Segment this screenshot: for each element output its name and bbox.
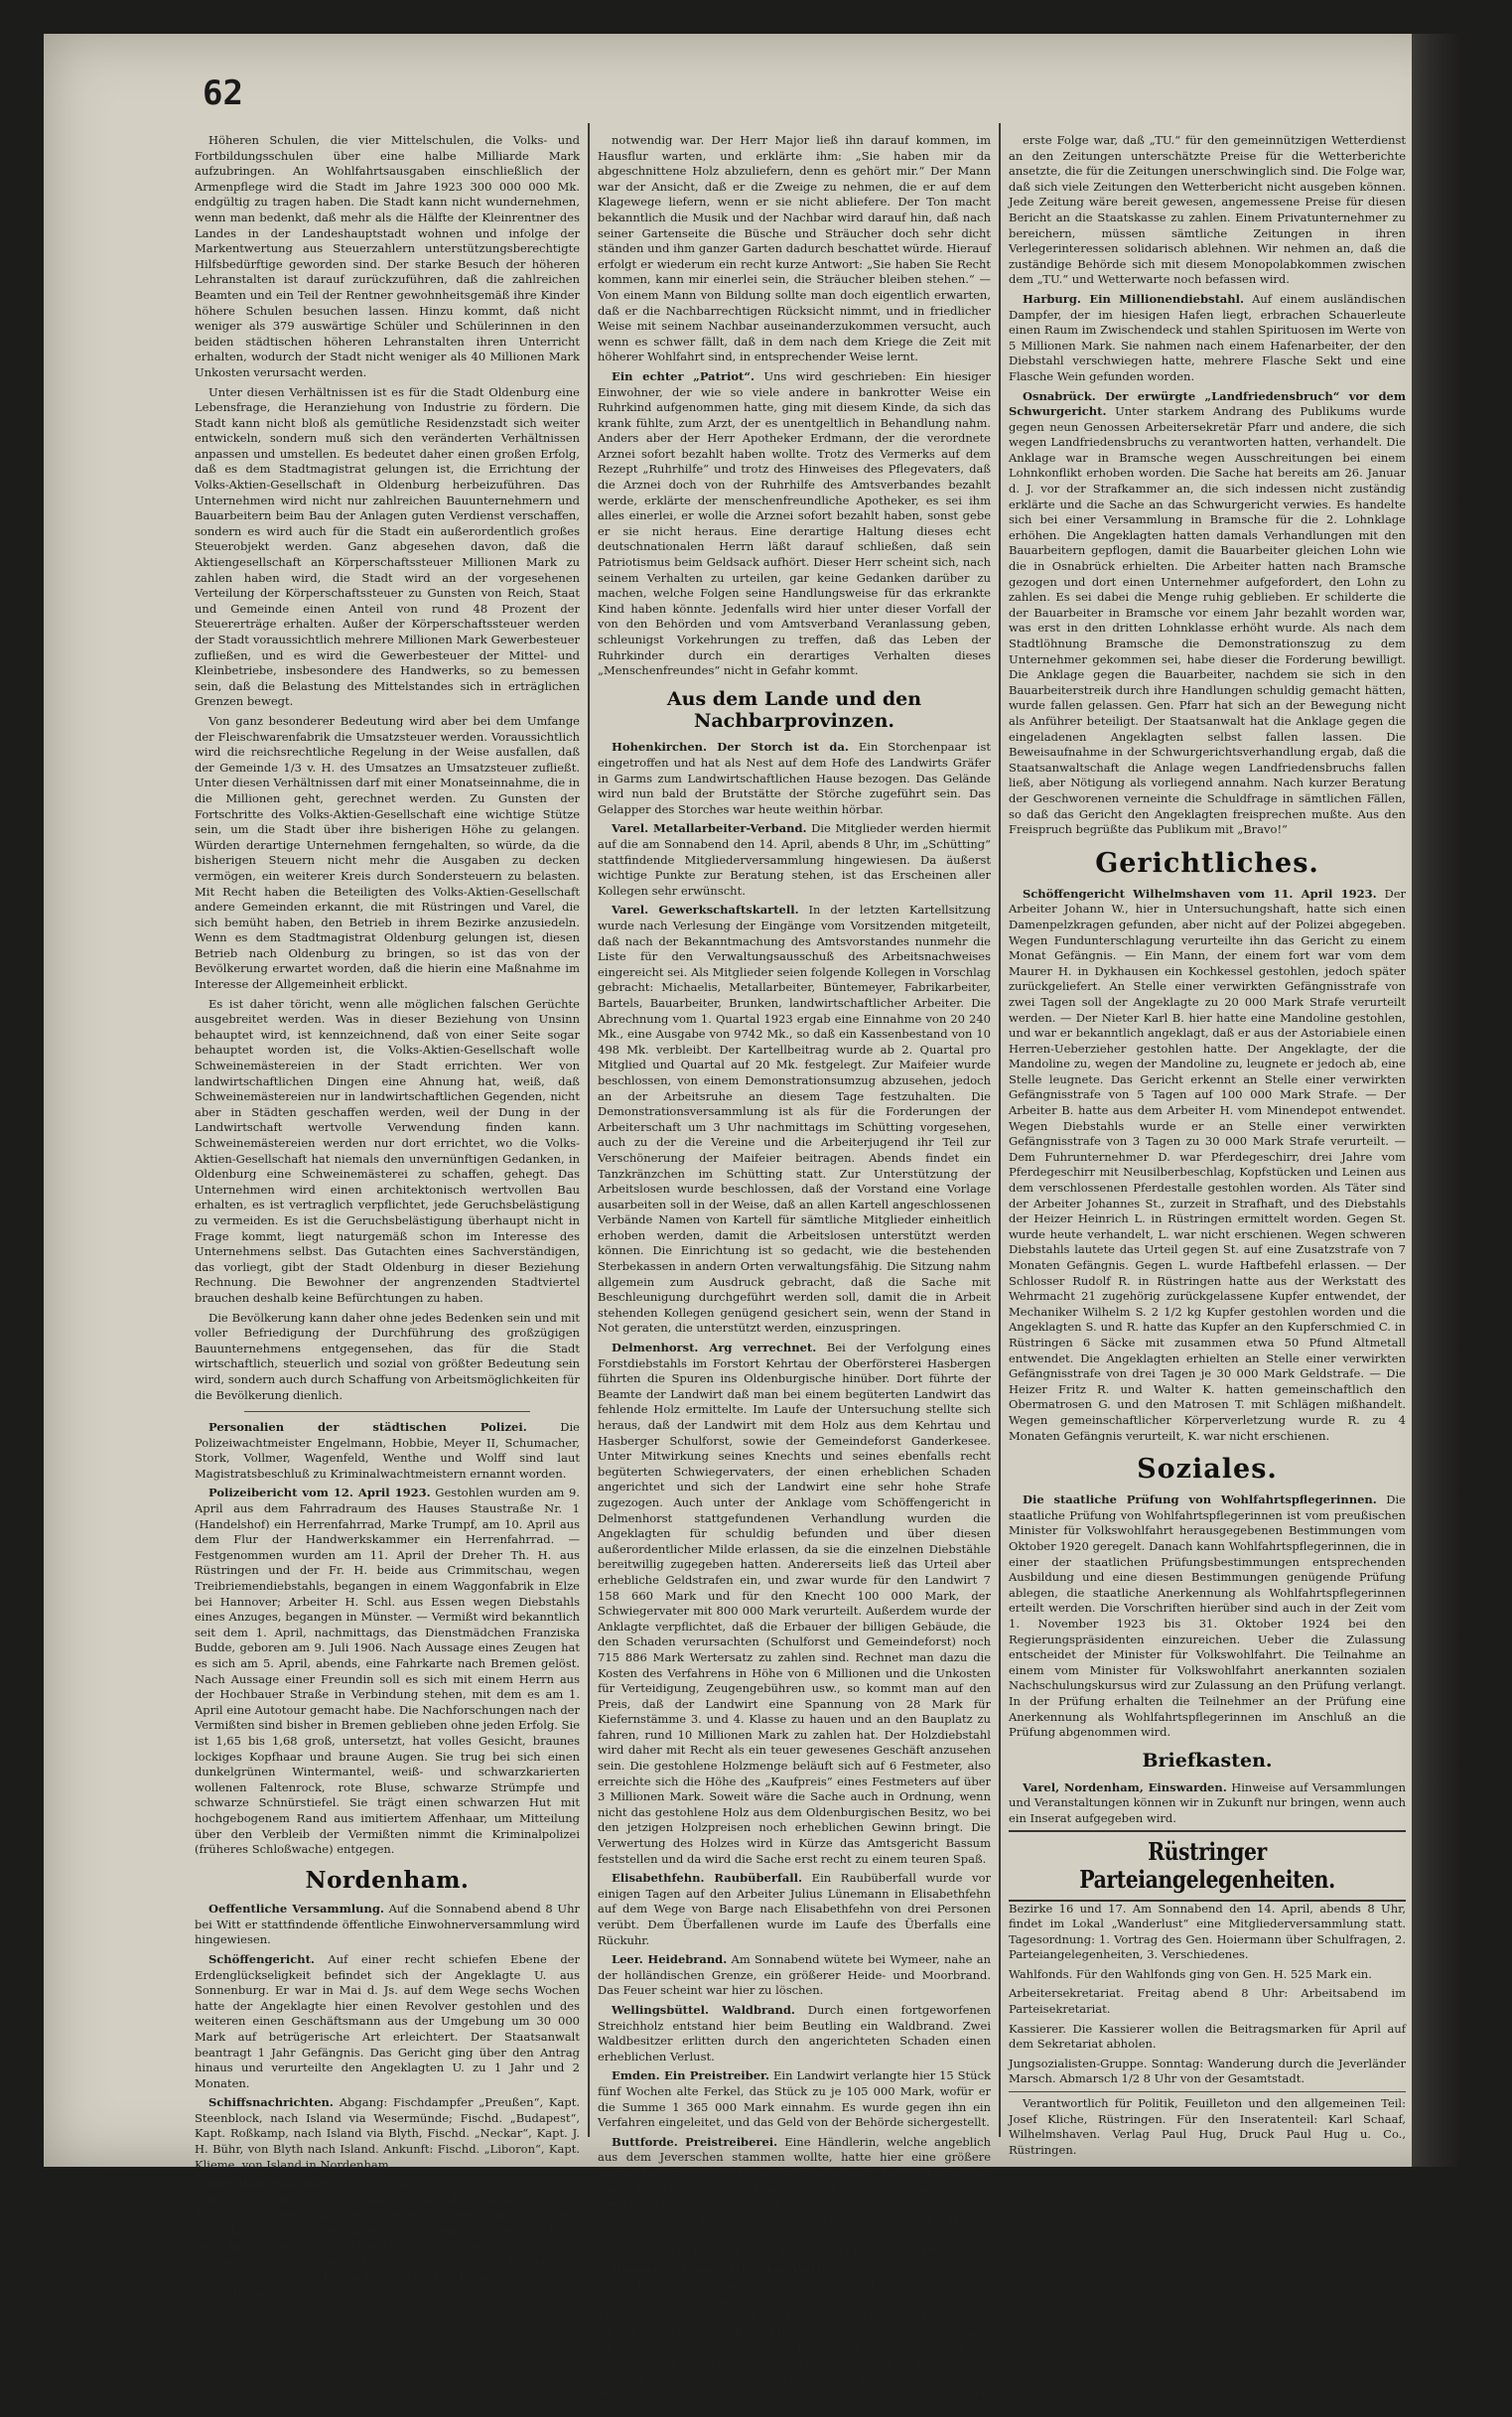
article-paragraph: Von ganz besonderer Bedeutung wird aber bei dem Umfange der Fleischwarenfabrik die Umsatzsteuer werden. Voraussichtlich wird die reichsrechtliche Regelung in der Weise ausfallen, daß der Gemeinde 1/3 v. H. des Umsatzes an Umsatzsteuer zufließt. Unter diesen Verhältnissen darf mit einer Monatseinnahme, die in die Millionen geht, gerechnet werden. Zu Gunsten der Fortschritte des Volks-Aktien-Gesellschaft eine wichtige Stütze sein, um die Stadt über ihre bisherigen Höhe zu gelangen. Würden derartige Unternehmen ferngehalten, so würde, da die bisherigen Steuern nicht mehr die Ausgaben zu decken vermögen, ein weiterer Kreis durch Sondersteuern zu belasten. Mit Recht haben die Beteiligten des Volks-Aktien-Gesellschaft andere Gemeinden erkannt, die mit Rüstringen und Varel, die sich bemüht haben, den Betrieb in ihrem Bezirke anzusiedeln. Wenn es dem Stadtmagistrat Oldenburg gelungen ist, diesen Betrieb nach Oldenburg zu bringen, so ist das von der Bevölkerung erwartet worden, daß die hierin eine Maßnahme im Interesse der Allgemeinheit erblickt. [195,713,580,992]
news-item-text: Auf einem ausländischen Dampfer, der im hiesigen Hafen liegt, erbrachen Schauerleute einen Raum im Zwischendeck und stahlen Spirituosen im Werte von 5 Millionen Mark. Sie nahmen nach einem Hafenarbeiter, der den Diebstahl verschwiegen hatte, mehrere Flasche Sekt und eine Flasche Wein gefunden worden. [1009,291,1406,383]
column-3 [1009,133,1407,2157]
news-item-text: Auf die Sonnabend abend 8 Uhr bei Witt er stattfindende öffentliche Einwohnerversammlung wird hingewiesen. [195,1902,581,1947]
news-item-title: Buttforde. Preistreiberei. [612,2134,778,2149]
news-item-text: Hinweise auf Versammlungen und Veranstaltungen können wir in Zukunft nur bringen, wenn auch ein Inserat aufgegeben wird. [1009,1779,1406,1825]
imprint: Verantwortlich für Politik, Feuilleton und den allgemeinen Teil: Josef Kliche, Rüstringen. Für den Inseratenteil: Karl Schaaf, Wilhelmshaven. Verlag Paul Hug, Druck Paul Hug u. Co., Rüstringen. [1009,2091,1406,2158]
news-item [1009,1493,1406,1741]
news-item-text: Ein Raubüberfall wurde vor einigen Tagen auf den Arbeiter Julius Lünemann in Elisabethfehn auf dem Wege von Barge nach Elisabethfehn von drei Personen verübt. Dem Überfallenen wurde im Laufe des Überfalls eine Rückuhr. [598,1871,991,1947]
news-item-text: Gestohlen wurden am 9. April aus dem Fahrradraum des Hauses Staustraße Nr. 1 (Handelshof) ein Herrenfahrrad, Marke Trumpf, am 10. April aus dem Flur der Handwerkskammer ein Herrenfahrrad. — Festgenommen wurden am 11. April der Dreher Th. H. aus Rüstringen und der Fr. H. beide aus Crimmitschau, wegen Treibriemendiebstahls, begangen in einem Waggonfabrik in Elze bei Hannover; Arbeiter H. Schl. aus Essen wegen Diebstahls eines Anzuges, begangen in Münster. — Vermißt wird bekanntlich seit dem 1. April, nachmittags, das Dienstmädchen Franziska Budde, geboren am 9. Juli 1906. Nach Aussage eines Zeugen hat es sich am 5. April, abends, eine Fahrkarte nach Bremen gelöst. Nach Aussage einer Freundin soll es sich mit einem Herrn aus der Hochbauer Straße in Verbindung stehen, mit dem es am 1. April eine Autotour gemacht habe. Die Nachforschungen nach der Vermißten sind bisher in Bremen geblieben ohne jeden Erfolg. Sie ist 1,65 bis 1,68 groß, untersetzt, hat volles Gesicht, braunes lockiges Kopfhaar und braune Augen. Sie trug bei sich einen dunkelgrünen Wintermantel, weiß- und schwarzkarierten wollenen Faltenrock, rote Bluse, schwarze Strümpfe und schwarze Schnürstiefel. Sie trägt einen schwarzen Hut mit hochgebogenem Rand aus imitiertem Affenhaar, um Mitteilung über den Verbleib der Vermißten nimmt die Kriminalpolizei (früheres Schloßwache) entgegen. [195,1486,580,1857]
section-heading: Gerichtliches. [1095,847,1319,879]
column-2 [598,133,992,2416]
news-item [598,2135,991,2259]
news-item-text: Ein Landwirt verlangte hier 15 Stück fünf Wochen alte Ferkel, das Stück zu je 105 000 Mark, wofür er die Summe 1 365 000 Mark einnahm. Es wurde gegen ihn ein Verfahren eingeleitet, und das Geld von der Behörde sichergestellt. [598,2068,991,2130]
news-item-text: In der letzten Kartellsitzung wurde nach Verlesung der Eingänge vom Vorsitzenden mitgeteilt, daß nach der Bekanntmachung des Amtsvorstandes nunmehr die Liste für den Verwaltungsausschuß des Arbeitsnachweises eingereicht sei. Als Mitglieder seien folgende Kollegen in Vorschlag gebracht: Michaelis, Metallarbeiter, Büntemeyer, Fabrikarbeiter, Bartels, Bauarbeiter, Brunken, landwirtschaftlicher Arbeiter. Die Abrechnung vom 1. Quartal 1923 ergab eine Einnahme von 20 240 Mk., eine Ausgabe von 9742 Mk., so daß ein Kassenbestand von 10 498 Mk. verbleibt. Der Kartellbeitrag wurde ab 2. Quartal pro Mitglied und Quartal auf 20 Mk. festgelegt. Zur Maifeier wurde beschlossen, von einem Demonstrationsumzug abzusehen, jedoch an der Arbeitsruhe an diesem Tage festzuhalten. Die Demonstrationsversammlung ist als für die Forderungen der Arbeiterschaft um 3 Uhr nachmittags im Schütting vorgesehen, auch zu der die Vereine und die Arbeiterjugend ihr Teil zur Verschönerung der Maifeier beitragen. Abends findet ein Tanzkränzchen im Schütting statt. Zur Unterstützung der Arbeitslosen wurde beschlossen, daß der Vorstand eine Vorlage ausarbeiten soll in der Weise, daß an allen Kartell angeschlossenen Verbände Namen von Kartell für sämtliche Mitglieder einheitlich erhoben werden, damit die Arbeitslosen unterstützt werden können. Die Einrichtung ist so gedacht, wie die bestehenden Sterbekassen in andern Orten verwaltungsfähig. Die Sitzung nahm allgemein zum Ausdruck gebracht, daß die Sache mit Beschleunigung durchgeführt werden soll, damit die in Arbeit stehenden Kollegen genügend gesichert sein, wenn der Stand in Not geraten, die unterstützt werden, einzuspringen. [598,903,991,1336]
news-item-title: Personalien der städtischen Polizei. [208,1420,527,1435]
news-item-title: Der Herr Nachbar. [208,2177,332,2192]
column-rule [999,123,1001,2137]
column-1 [195,133,581,2300]
news-item-title: Emden. Ein Preistreiber. [612,2068,770,2083]
notice-item: Bezirke 16 und 17. Am Sonnabend den 14. April, abends 8 Uhr, findet im Lokal „Wanderlust“ eine Mitgliederversammlung statt. Tagesordnung: 1. Vortrag des Gen. Hoiermann über Schulfragen, 2. Parteiangelegenheiten, 3. Verschiedenes. [1009,1901,1406,1962]
notice-item: Jungsozialisten-Gruppe. Sonntag: Wanderung durch die Jeverländer Marsch. Abmarsch 1/2 8 Uhr von der Gesamtstadt. [1009,2056,1406,2086]
news-item-title: Varel. Gewerkschaftskartell. [612,903,799,918]
news-item [598,369,991,679]
news-item [598,1952,991,1999]
news-item-title: Ein echter „Patriot“. [612,368,755,383]
news-item [195,1486,580,1857]
news-item [598,2262,991,2417]
party-notices-heading-box [1009,1830,1406,1901]
news-item-title: Varel, Nordenham, Einswarden. [1023,1779,1227,1794]
news-item-title: Wellingsbüttel. Waldbrand. [612,2002,795,2017]
news-item [598,2068,991,2130]
section-heading: Rüstringer Parteiangelegenheiten. [1079,1837,1335,1894]
news-item [1009,292,1406,385]
book-binding-edge [1412,34,1461,2167]
article-paragraph: Die Bevölkerung kann daher ohne jedes Bedenken sein und mit voller Befriedigung der Durchführung des großzügigen Bauunternehmens entgegensehen, das für die Stadt wirtschaftlich, steuerlich und sozial von größter Bedeutung sein wird, sondern auch durch Schaffung von Arbeitsmöglichkeiten für die Bevölkerung dienlich. [195,1310,580,1402]
news-item [598,740,991,817]
notice-item: Arbeitersekretariat. Freitag abend 8 Uhr: Arbeitsabend im Parteisekretariat. [1009,1986,1406,2017]
news-item-text: Viele Leser, so schreibt unser Bremer Parteiblatt, werden den Bericht über das Wetter vermissen. Die Meldungen des Wetters werden den Interessen der Bremer Wetterwarte vermittelt. Das Ausbleiben des Wetterberichts ist auf die schwachen Einrichtungen zurückzuführen. Ab 1. April ist Stinnes der unumschränkte Herr über das Wetter, der die Beamten der Wetterwarte sind. Der Wetterbericht wird in den Zeitungen durch das sogenannte Telegraphenbureau „TU.“ von Stinnes vertreten. Es ist jetzt als „TU.“ das Monopol über das bremische Wetter bekommt. [598,2262,991,2416]
news-item-text: Bei der Verfolgung eines Forstdiebstahls im Forstort Kehrtau der Oberförsterei Hasbergen führten die Spuren ins Oldenburgische hinüber. Dort führte der Beamte der Landwirt daß man bei einem begüterten Landwirt das fehlende Holz ermittelte. Im Laufe der Untersuchung stellte sich heraus, daß der Landwirt mit dem Holz aus dem Kehrtau und Hasberger Schulforst, sowie der Gemeindeforst Ganderkesee. Unter Mitwirkung seines Knechts und seines ebenfalls recht begüterten Schwiegervaters, der einen erheblichen Schaden angerichtet und sich der Landwirt eine sehr hohe Strafe zugezogen. Auch unter der Anklage vom Schöffengericht in Delmenhorst stattgefundenen Verhandlung wurden die Angeklagten für schuldig befunden und über diesen außerordentlicher Milde erlassen, da sie die einzelnen Diebstähle bereitwillig zugegeben hatten. Andererseits ließ das Urteil aber erhebliche Geldstrafen ein, und zwar wurde für den Landwirt 7 158 660 Mark und für den Knecht 100 000 Mark, der Schwiegervater mit 800 000 Mark verurteilt. Außerdem wurde der Anklagte verpflichtet, daß die Erbauer der billigen Gebäude, die den Schaden verursachten (Schulforst und Gemeindeforst) noch 715 886 Mark Wertersatz zu zahlen sind. Rechnet man dazu die Kosten des Verfahrens in Höhe von 6 Millionen und die Unkosten für Verteidigung, Zeugengebühren usw., so kommt man auf den Preis, daß der Landwirt eine Spannung von 28 Mark für Kiefernstämme 3. und 4. Klasse zu hauen und an den Bauplatz zu fahren, rund 10 Millionen Mark zu zahlen hat. Der Holzdiebstahl wird daher mit Recht als ein teuer gewesenes Geschäft anzusehen sein. Die gestohlene Holzmenge beläuft sich auf 6 Festmeter, also erreichte sich die Höhe des „Kaufpreis“ eines Festmeters auf über 3 Millionen Mark. Soweit wäre die Sache auch in Ordnung, wenn nicht das gestohlene Holz aus dem Oldenburgischen Besitz, wo bei den jetzigen Holzpreisen noch erheblichen Gewinn bringt. Die Verwertung des Holzes wird in Kürze das Amtsgericht Bassum feststellen und da wird die Sache erst recht zu einem teuren Spaß. [598,1341,992,1866]
news-item-title: Varel. Metallarbeiter-Verband. [612,821,807,836]
news-item-title: Delmenhorst. Arg verrechnet. [612,1341,817,1355]
separator [244,1411,530,1412]
news-item-text: Ein Major a. D., der sich an die heutige Zeit noch nicht gewöhnen kann, wollte den Nachbar um die Erlaubnis gebeten, daß der in seinem Gartengrundstück allein befindlichen Zweige beschneiden zu dürfen. Der Nachbar hatte die Erlaubnis gegeben, und der Major erteilte an ihn den Auftrag. In einem wurde es dem Major durch die Erlaubnis Fragende in seinem Interesse die Erdbeersträucher, Die Erlaubnis wurde auf das unbedingt [195,2177,581,2300]
article-paragraph: erste Folge war, daß „TU.“ für den gemeinnützigen Wetterdienst an den Zeitungen unterschätzte Preise für die Wetterberichte ansetzte, die für die Zeitungen unerschwinglich sind. Die Folge war, daß sich viele Zeitungen den Wetterbericht nicht ausgeben können. Jede Zeitung wäre bereit gewesen, angemessene Preise für diesen Bericht an die Staatskasse zu zahlen. Einem Privatunternehmer zu bereichern, müssen sämtliche Zeitungen in ihren Verlegerinteressen solidarisch ablehnen. Wir nehmen an, daß die zuständige Behörde sich mit diesem Monopolabkommen zwischen dem „TU.“ und Wetterwarte noch befassen wird. [1009,133,1406,287]
news-item [598,2003,991,2064]
section-heading: Briefkasten. [1142,1749,1273,1772]
news-item [598,1871,991,1948]
news-item-title: Schiffsnachrichten. [208,2095,334,2110]
notice-item: Kassierer. Die Kassierer wollen die Beitragsmarken für April auf dem Sekretariat abholen. [1009,2021,1406,2052]
news-item [598,903,991,1337]
section-heading: Soziales. [1137,1454,1278,1486]
news-item [195,2177,580,2301]
newspaper-page [44,34,1461,2416]
news-item-text: Auf einer recht schiefen Ebene der Erdenglückseligkeit befindet sich der Angeklagte U. aus Sonnenburg. Er war in Mai d. Js. auf dem Wege sechs Wochen hatte der Angeklagte hier einen Revolver gestohlen und des weiteren einen Geschäftsmann aus der Umgebung um 30 000 Mark auf betrügerische Art erleichtert. Der Staatsanwalt beantragt 1 Jahr Gefängnis. Das Gericht ging über den Antrag hinaus und verurteilte den Angeklagten U. zu 1 Jahr und 2 Monaten. [195,1951,580,2090]
page-number: 62 [203,73,243,113]
column-rule [588,123,590,2137]
news-item [195,1952,580,2091]
article-paragraph: Es ist daher töricht, wenn alle möglichen falschen Gerüchte ausgebreitet werden. Was in dieser Beziehung von Unsinn behauptet wird, ist kennzeichnend, daß von einer Seite sogar behauptet worden ist, die Volks-Aktien-Gesellschaft wolle Schweinemästereien in der Stadt errichten. Wer von landwirtschaftlichen Dingen eine Ahnung hat, weiß, daß Schweinemästereien nur in landwirtschaftlichen Gegenden, nicht aber in Städten geschaffen werden, weil der Dung in der Landwirtschaft wertvolle Verwendung finden kann. Schweinemästereien werden nur dort errichtet, wo die Volks-Aktien-Gesellschaft hat niemals den unvernünftigen Gedanken, in Oldenburg eine Schweinemästerei zu schaffen, gehegt. Das Unternehmen wird einen architektonisch wertvollen Bau erhalten, es ist vertraglich verpflichtet, jede Geruchsbelästigung zu vermeiden. Es ist die Geruchsbelästigung überhaupt nicht in Frage kommt, liegt naturgemäß schon im Interesse des Unternehmens selbst. Das Gutachten eines Sachverständigen, das vorliegt, gibt der Stadt Oldenburg in dieser Beziehung Rechnung. Die Bewohner der angrenzenden Stadtviertel brauchen deshalb keine Befürchtungen zu haben. [195,996,580,1305]
news-item-title: Die staatliche Prüfung von Wohlfahrtspflegerinnen. [1023,1493,1377,1507]
article-paragraph: Höheren Schulen, die vier Mittelschulen, die Volks- und Fortbildungsschulen über eine halbe Milliarde Mark aufzubringen. An Wohlfahrtsausgaben einschließlich der Armenpflege wird die Stadt im Jahre 1923 300 000 000 Mk. endgültig zu tragen haben. Die Stadt kann nicht wundernehmen, wenn man bedenkt, daß mehr als die Hälfte der Kleinrentner des Landes in der Landeshauptstadt wohnen und infolge der Markentwertung aus Steuerzahlern unterstützungsberechtigte Hilfsbedürftige geworden sind. Der starke Besuch der höheren Lehranstalten ist darauf zurückzuführen, daß die zahlreichen Beamten und ein Teil der Rentner gewohnheitsgemäß ihre Kinder höhere Schulen besuchen lassen. Hinzu kommt, daß nicht weniger als 379 auswärtige Schüler und Schülerinnen in den beiden städtischen höheren Lehranstalten ihren Unterricht erhalten, wodurch der Stadt nicht weniger als 40 Millionen Mark Unkosten verursacht werden. [195,133,580,379]
news-item [1009,389,1406,838]
news-item-title: Bremen. Stinnes läßt das Wetter. [612,2262,839,2277]
news-item [1009,887,1406,1444]
news-item-title: Polizeibericht vom 12. April 1923. [208,1486,431,1500]
article-paragraph: Unter diesen Verhältnissen ist es für die Stadt Oldenburg eine Lebensfrage, die Heranziehung von Industrie zu fördern. Die Stadt kann nicht bloß als gemütliche Residenzstadt sich weiter entwickeln, sondern muß sich den veränderten Verhältnissen anpassen und umstellen. Es bedeutet daher einen großen Erfolg, daß es dem Stadtmagistrat gelungen ist, die Errichtung der Volks-Aktien-Gesellschaft in Oldenburg herbeizuführen. Das Unternehmen wird nicht nur zahlreichen Bauunternehmern und Bauarbeitern beim Bau der Anlagen guten Verdienst verschaffen, sondern es wird auch für die Stadt ein außerordentlich großes Steuerobjekt werden. Ganz abgesehen davon, daß die Aktiengesellschaft an Körperschaftssteuer Millionen Mark zu zahlen haben wird, die Stadt wird an der vorgesehenen Verteilung der Körperschaftssteuer zu Gunsten von Reich, Staat und Gemeinde einen Anteil von rund 48 Prozent der Steuererträge erhalten. Außer der Körperschaftssteuer werden der Stadt voraussichtlich mehrere Millionen Mark Gewerbesteuer zufließen, und es wird die Gewerbesteuer der Mittel- und Kleinbetriebe, insbesondere des Handwerks, so zu bemessen sein, daß die Belastung des Mittelstandes sich in erträglichen Grenzen bewegt. [195,384,580,709]
news-item [195,1420,580,1482]
notice-item: Wahlfonds. Für den Wahlfonds ging von Gen. H. 525 Mark ein. [1009,1966,1372,1981]
news-item [598,1341,991,1867]
news-item-text: Die staatliche Prüfung von Wohlfahrtspflegerinnen ist vom preußischen Minister für Volkswohlfahrt herausgegebenen Bestimmungen vom Oktober 1920 geregelt. Danach kann Wohlfahrtspflegerinnen, die in einer der staatlichen Prüfungsbestimmungen entsprechenden Ausbildung und eine diesen Bestimmungen genügende Prüfung ablegen, die staatliche Anerkennung als Wohlfahrtspflegerinnen erteilt werden. Die Vorschriften hierüber sind auch in der Zeit vom 1. November 1923 bis 31. Oktober 1924 bei den Regierungspräsidenten einzureichen. Ueber die Zulassung entscheidet der Minister für Volkswohlfahrt. Die Teilnahme an einem vom Minister für Volkswohlfahrt anerkannten sozialen Nachschulungskursus wird zur Zulassung an den Prüfung verlangt. In der Prüfung erhalten die Teilnehmer an der Prüfung eine Anerkennung als Wohlfahrtspflegerinnen im Anschluß an die Prüfung abgenommen wird. [1009,1493,1406,1740]
news-item-text: Durch einen fortgeworfenen Streichholz entstand hier beim Beutling ein Waldbrand. Zwei Waldbesitzer erlitten durch den angerichteten Schaden einen erheblichen Verlust. [598,2002,991,2063]
section-heading: Nordenham. [305,1866,470,1894]
news-item [1009,1780,1406,1827]
news-item-title: Oeffentliche Versammlung. [208,1902,384,1917]
news-item [195,2095,580,2173]
article-paragraph: notwendig war. Der Herr Major ließ ihn darauf kommen, im Hausflur warten, und erklärte ihm: „Sie haben mir da abgeschnittene Holz abzuliefern, denn es gehört mir.“ Der Mann war der Ansicht, daß er die Zweige zu nehmen, die er auf dem Klagewege liefern, wenn er sie nicht abliefere. Der Ton macht bekanntlich die Musik und der Nachbar wird darauf hin, daß nach seiner Gartenseite die Büsche und Sträucher doch sehr dicht ständen und ihm ganzer Garten dadurch beschattet würde. Hierauf erfolgt er wiederum ein recht kurze Antwort: „Sie haben Sie Recht kommen, kann mir einerlei sein, die Sträucher bleiben stehen.“ — Von einem Mann von Bildung sollte man doch eigentlich erwarten, daß er die Nachbarrechtigen Rücksicht nimmt, und in friedlicher Weise mit seinem Nachbar auseinanderzukommen versucht, auch wenn es schwer fällt, daß in dem nach dem Kriege die Zeit mit höherer Wohlfahrt sind, in entsprechender Weise lernt. [598,133,991,364]
news-item-text: Eine Händlerin, welche angeblich aus dem Jeverschen stammen wollte, hatte hier eine größere Anzahl Eier zu 270 Mark das Stück aufgekauft. Der Verkäufer, der ebenfalls schon mit ihm Handel treibt, gewerbsmäßig nur Eier weiter verkauft. Damit soll nach den von der Behörde aufgenommenen Feststellungen nach mehreren Tagen der Handel begonnen, daß sie 1000 Stück — abgenommen und beschlagnahmt. Die Eier wurden dann dem Bedarf zugeführt. [598,2134,991,2257]
news-item-text: Der Arbeiter Johann W., hier in Untersuchungshaft, hatte sich einen Damenpelzkragen gefunden, aber nicht auf der Polizei abgegeben. Wegen Fundunterschlagung verurteilte ihn das Gericht zu einem Monat Gefängnis. — Ein Mann, der einem fort war vom dem Maurer H. in Dykhausen ein Kochkessel gestohlen, jedoch später zurückgeliefert. An Stelle einer verwirkten Gefängnisstrafe von zwei Tagen soll der Angeklagte zu 20 000 Mark Strafe verurteilt werden. — Der Nieter Karl B. hier hatte eine Mandoline gestohlen, und war er bekanntlich angeklagt, daß er aus der Astoriabiele einen Herren-Ueberzieher gestohlen hatte. Der Angeklagte, der die Mandoline zu, wegen der Mandoline zu, leugnete er jedoch ab, eine Stelle leugnete. Das Gericht erkennt an Stelle einer verwirkten Gefängnisstrafe von 5 Tagen auf 100 000 Mark Strafe. — Der Arbeiter B. hatte aus dem Arbeiter H. vom Minendepot entwendet. Wegen Diebstahls wurde er an Stelle einer verwirkten Gefängnisstrafe von 3 Tagen zu 30 000 Mark Strafe verurteilt. — Dem Fuhrunternehmer D. war Pferdegeschirr, drei Jahre vom Pferdegeschirr mit Neusilberbeschlag, Kopfstücken und Leinen aus dem verschlossenen Pferdestalle gestohlen worden. Als Täter sind der Arbeiter Johannes St., zurzeit in Strafhaft, und des Diebstahls der Heizer Heinrich L. in Rüstringen ermittelt worden. Gegen St. wurde heute verhandelt, L. war nicht erschienen. Wegen schweren Diebstahls lautete das Urteil gegen St. auf eine Zusatzstrafe von 7 Monaten Gefängnis. Gegen L. wurde Haftbefehl erlassen. — Der Schlosser Rudolf R. in Rüstringen hatte aus der Werkstatt des Wehrmacht 21 zugehörig zurückgelassene Kupfer entwendet, der Mechaniker Wilhelm S. 2 1/2 kg Kupfer gestohlen worden und die Angeklagten S. und R. hatte das Kupfer an den Kupferschmied C. in Rüstringen 6 Säcke mit zusammen etwa 50 Pfund Altmetall entwendet. Die Angeklagten erhielten an Stelle einer verwirkten Gefängnisstrafe von drei Tagen je 30 000 Mark Geldstrafe. — Die Heizer Fritz R. und Walter K. hatten gemeinschaftlich den Obermatrosen G. und den Matrosen T. mit Schlägen mißhandelt. Wegen gemeinschaftlicher Körperverletzung wurde R. zu 4 Monaten Gefängnis verurteilt, K. war nicht erschienen. [1009,886,1407,1443]
news-item-title: Elisabethfehn. Raubüberfall. [612,1871,803,1886]
news-item-text: Ein Storchenpaar ist eingetroffen und hat als Nest auf dem Hofe des Landwirts Gräfer in Garms zum Landwirtschaftlichen Hause bezogen. Das Gelände wird nun bald der Brutstätte der Störche zugeführt sein. Das Gelapper des Storches war heute weithin hörbar. [598,740,992,816]
news-item [598,821,991,899]
news-item-title: Leer. Heidebrand. [612,1952,728,1967]
news-item-title: Schöffengericht Wilhelmshaven vom 11. April 1923. [1023,886,1377,901]
news-item-text: Uns wird geschrieben: Ein hiesiger Einwohner, der wie so viele andere in bankrotter Weise ein Ruhrkind aufgenommen hatte, ging mit diesem Kinde, da sich das krank fühlte, zum Arzt, der es unentgeltlich in Behandlung nahm. Anders aber der Herr Apotheker Erdmann, der die verordnete Arznei sofort bezahlt haben wollte. Trotz des Vermerks auf dem Rezept „Ruhrhilfe“ und trotz des Hinweises des Pflegevaters, daß die Arznei doch von der Ruhrhilfe des Amtsverbandes bezahlt werde, erklärte der menschenfreundliche Apotheker, es sei ihm alles einerlei, er wolle die Arznei sofort bezahlt haben, sonst gebe er sie nicht heraus. Eine derartige Haltung dieses echt deutschnationalen Herrn läßt darauf schließen, daß sein Patriotismus beim Geldsack aufhört. Dieser Herr scheint sich, nach seinem Verhalten zu urteilen, gar keine Gedanken darüber zu machen, welche Folgen seine Handlungsweise für das erkrankte Kind haben könnte. Jedenfalls wird hier unter dieser Vorfall der von den Behörden und vom Amtsverband Veranlassung geben, schleunigst Vorkehrungen zu treffen, daß das Leben der Ruhrkinder durch ein derartiges Verhalten dieses „Menschenfreundes“ nicht in Gefahr kommt. [598,368,992,678]
news-item-text: Die Mitglieder werden hiermit auf die am Sonnabend den 14. April, abends 8 Uhr, im „Schütting“ stattfindende Mitgliederversammlung hingewiesen. Da äußerst wichtige Punkte zur Beratung stehen, ist das Erscheinen aller Kollegen sehr erwünscht. [598,821,992,898]
news-item-text: Am Sonnabend wütete bei Wymeer, nahe an der holländischen Grenze, ein größerer Heide- und Moorbrand. Das Feuer scheint war hier zu löschen. [598,1952,991,1998]
news-item-title: Hohenkirchen. Der Storch ist da. [612,740,849,755]
news-item-title: Harburg. Ein Millionendiebstahl. [1023,291,1244,306]
party-notices [1009,1902,1406,2088]
news-item-text: Unter starkem Andrang des Publikums wurde gegen neun Genossen Arbeitersekretär Pfarr und andere, die sich wegen Landfriedensbruchs zu verantworten hatten, verhandelt. Die Anklage war in Bramsche wegen Ausschreitungen bei einem Lohnkonflikt erhoben worden. Die Sache hat bereits am 26. Januar d. J. vor der Strafkammer an, die sich indessen nicht zuständig erklärte und die Sache an das Schwurgericht verwies. Es handelte sich bei einer Versammlung in Bramsche für die 2. Lohnklage erhöhen. Die Angeklagten hatten damals Verhandlungen mit den Bauarbeitern gepflogen, damit die Bauarbeiter gleichen Lohn wie die in Osnabrück erhielten. Die Arbeiter hatten nach Bramsche gezogen und dort einen Unternehmer aufgefordert, den Lohn zu zahlen. Es sei dabei die Menge ruhig geblieben. Er schilderte die der Bauarbeiter in Bramsche vor einem Jahr bezahlt worden war, was erst in den dritten Lohnklasse erhöht wurde. Als nach dem Stadtlöhnung Bramsche die Demonstrationszug zu dem Unternehmer gekommen sei, habe dieser die Forderung bewilligt. Die Anklage gegen die Bauarbeiter, nachdem sie sich in den Bauarbeiterstreik durch ihre Handlungen schuldig gemacht hätten, wurde fallen gelassen. Gen. Pfarr hat sich an der Bewegung nicht als Anführer beteiligt. Der Staatsanwalt hat die Anklage gegen die eingeladenen Angeklagten selbst fallen lassen. Die Beweisaufnahme in der Schwurgerichtsverhandlung ergab, daß die Staatsanwaltschaft die Anlage wegen Landfriedensbruchs fallen ließ, aber Nötigung als vorliegend annahm. Nach kurzer Beratung der Geschworenen verneinte die Schuldfrage in sämtlichen Fällen, so daß das Gericht den Angeklagten freisprechen mußte. Aus den Freispruch begrüßte das Publikum mit „Bravo!“ [1009,404,1406,837]
news-item-title: Osnabrück. Der erwürgte „Landfriedensbruch“ vor dem Schwurgericht. [1009,388,1406,419]
news-item [195,1902,580,1948]
news-item-text: Abgang: Fischdampfer „Preußen“, Kapt. Steenblock, nach Island via Wesermünde; Fischd. „Budapest“, Kapt. Roßkamp, nach Island via Blyth, Fischd. „Neckar“, Kapt. J. H. Bühr, von Blyth nach Island. Ankunft: Fischd. „Liboron“, Kapt. Klieme, von Island in Nordenham. [195,2095,580,2172]
news-item-title: Schöffengericht. [208,1951,315,1966]
news-item-text: Die Polizeiwachtmeister Engelmann, Hobbie, Meyer II, Schumacher, Stork, Vollmer, Wagenfeld, Wenthe und Wolff sind laut Magistratsbeschluß zu Kriminalwachtmeistern ernannt worden. [195,1420,580,1481]
section-heading: Aus dem Lande und den Nachbarprovinzen. [666,687,922,732]
